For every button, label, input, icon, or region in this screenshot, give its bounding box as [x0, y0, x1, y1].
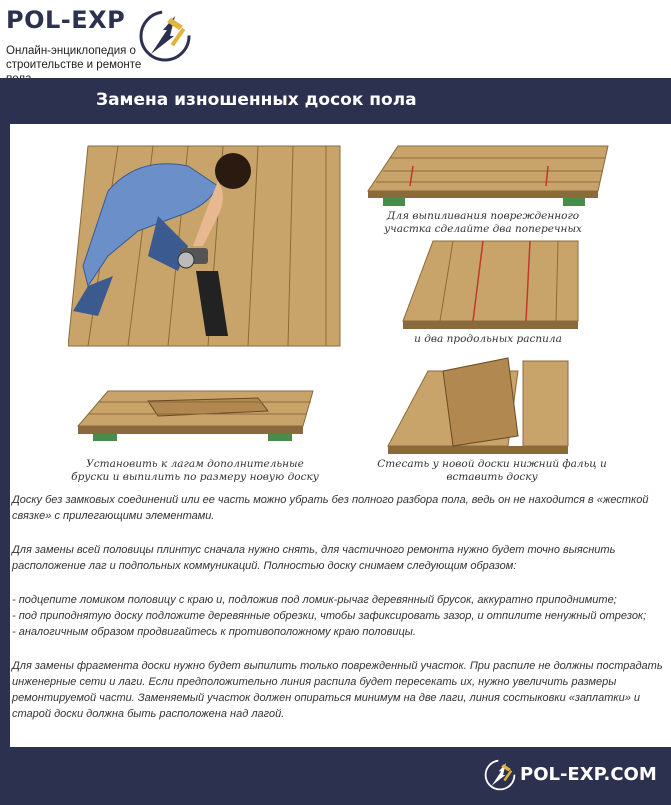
article-body: [12, 492, 667, 740]
caption-long-cuts: и два продольных распила: [414, 333, 562, 345]
left-strip: [0, 124, 10, 747]
hammer-lightning-icon: [482, 757, 518, 793]
paragraph: Для замены всей половицы плинтус сначала нужно снять, для частичного ремонта нужно будет точно выяснить расположение лаг и подпольных коммуникаций. Полностью доску снимаем следующим образом:: [12, 544, 616, 572]
footer-site-link[interactable]: POL-EXP.COM: [520, 764, 657, 785]
illustration-sawing: [68, 146, 340, 346]
site-header: [0, 0, 671, 78]
paragraph: Доску без замковых соединений или ее часть можно убрать без полного разбора пола, ведь он не находится в «жесткой связке» с прилегающими элементами.: [12, 494, 649, 522]
caption-add-bars: Установить к лагам дополнительные бруски и выпилить по размеру новую доску: [71, 458, 319, 483]
illustration-cross-cuts: [368, 146, 608, 206]
illustration-long-cuts: [403, 241, 578, 329]
caption-insert-board: Стесать у новой доски нижний фальц и вставить доску: [377, 458, 607, 483]
paragraph: Для замены фрагмента доски нужно будет выпилить только поврежденный участок. При распиле не должны пострадать инженерные сети и лаги. Если предположительно линия распила будет пересекать их, нужно увеличить размеры ремонтируемой части. Заменяемый участок должен опираться минимум на две лаги, линия состыковки «заплатки» и старой доски должна быть расположена над лагой.: [12, 660, 663, 720]
content-area: [10, 124, 671, 747]
page-title: Замена изношенных досок пола: [96, 90, 417, 110]
logo-text[interactable]: POL-EXP: [6, 6, 126, 34]
tagline: Онлайн-энциклопедия о строительстве и ремонте: [6, 45, 142, 71]
illustration-add-bars: [78, 391, 313, 441]
floor-repair-illustration: [68, 136, 618, 488]
hammer-lightning-icon: [137, 6, 193, 66]
illustration-insert-board: [388, 358, 568, 454]
caption-cross-cuts: Для выпиливания поврежденного участка сделайте два поперечных: [384, 210, 582, 235]
paragraph-list: - подцепите ломиком половицу с краю и, подложив под ломик-рычаг деревянный брусок, аккуратно приподнимите; - под приподнятую доску подложите деревянные обрезки, чтобы зафиксировать зазор, и отпилите ненужный отрезок; - аналогичным образом продвигайтесь к противоположному краю половицы.: [12, 594, 647, 638]
